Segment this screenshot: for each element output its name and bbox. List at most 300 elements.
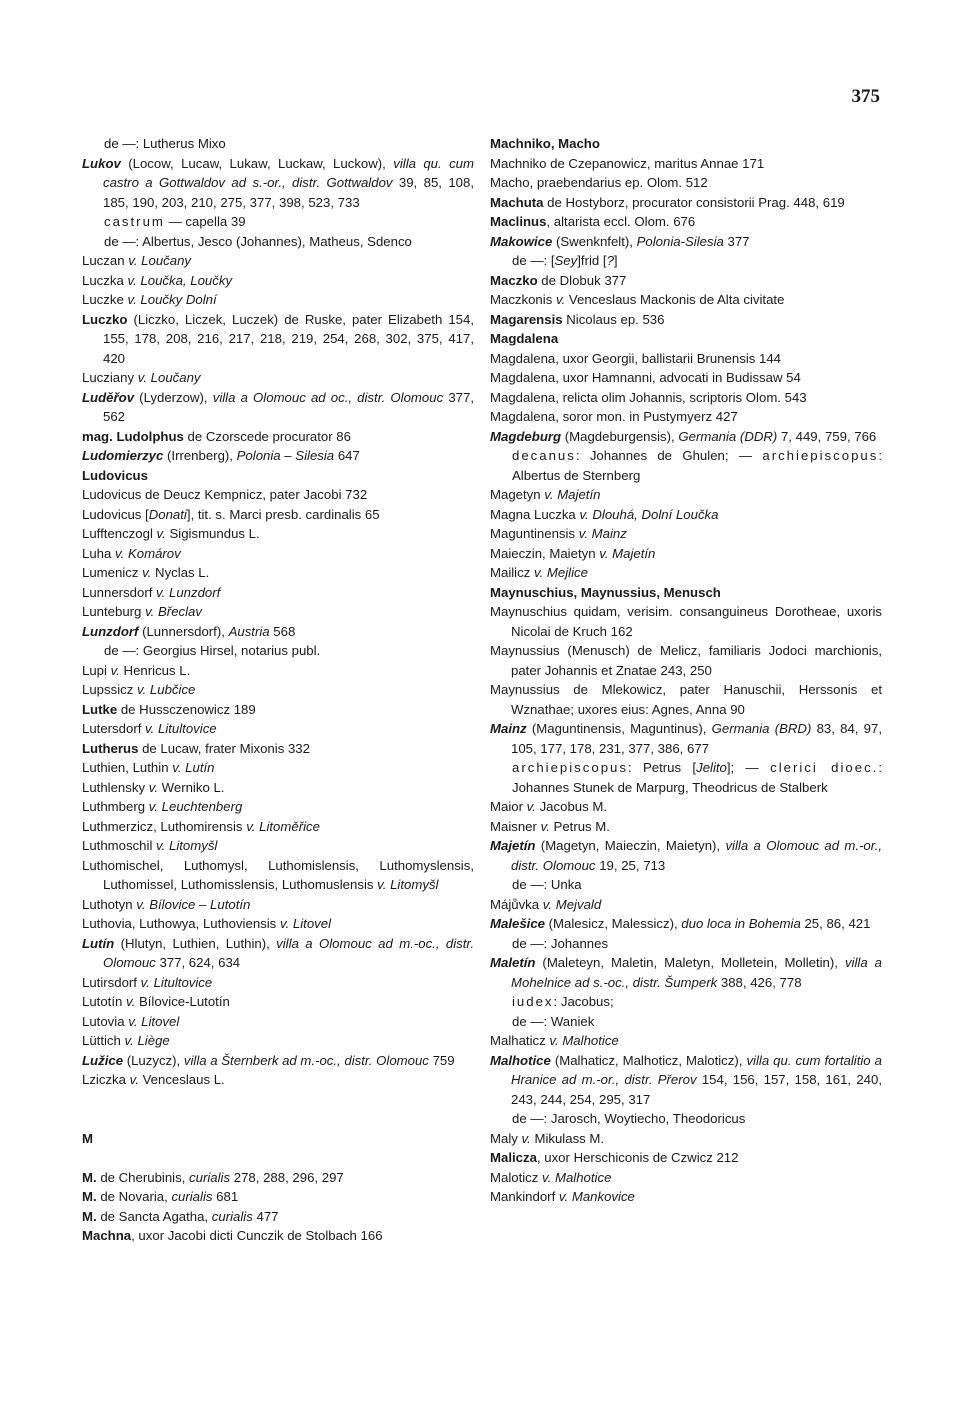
entry-text: Sey [554,253,578,268]
entry-text: Luthmoschil [82,838,157,853]
index-entry [490,1129,882,1149]
entry-text: Luthmerzicz, Luthomirensis [82,818,247,834]
entry-text: v. Bílovice – Lutotín [136,896,251,912]
entry-text: Magdalena, uxor Hamnanni, advocati in Budissaw 54 [490,370,801,385]
entry-text: Luczko [82,311,128,327]
entry-text: Maletín [490,955,536,970]
entry-text: M. [82,1208,97,1224]
entry-text: Bílovice-Lutotín [135,994,230,1009]
index-entry [82,700,474,720]
entry-text: v. Malhotice [549,1033,619,1048]
entry-text: 39, 85, 108, 185, 190, 203, 210, 275, 377, 398, 523, 733 [103,175,475,210]
index-subentry [490,251,882,271]
index-entry [490,914,882,934]
entry-text: v. [126,994,136,1009]
entry-text: v. [142,565,152,580]
entry-text: Lutotín [82,994,126,1009]
index-entry [82,290,474,310]
entry-text: , altarista eccl. Olom. 676 [546,214,696,229]
entry-text: Henricus L. [119,662,191,678]
entry-text: duo loca in Bohemia [681,916,801,931]
entry-text: 377, 624, 634 [155,955,241,970]
entry-text: de —: Unka [512,877,582,892]
entry-text: Nyclas L. [151,565,210,580]
entry-text: Machna [82,1228,132,1243]
entry-text: v. Mejvald [542,896,602,912]
index-subentry [82,232,474,252]
entry-text: v. Litultovice [145,721,217,736]
entry-text: curialis [189,1169,231,1185]
index-entry [82,1012,474,1032]
index-entry [82,758,474,778]
entry-text: v. Lunzdorf [156,584,221,600]
index-entry [490,193,882,213]
entry-text: Mankindorf [490,1189,559,1204]
entry-text: de Novaria, [96,1189,172,1204]
index-entry [82,427,474,447]
entry-text: v. [521,1130,531,1146]
index-entry [490,271,882,291]
entry-text: Lunzdorf [82,623,139,639]
index-entry [82,251,474,271]
entry-text: v. [110,662,120,678]
index-entry [82,895,474,915]
entry-text: villa a Olomouc ad m.-oc., distr. Olomouc [103,935,474,970]
entry-text: 278, 288, 296, 297 [230,1169,344,1185]
right-column [490,134,882,1207]
index-entry [82,719,474,739]
index-entry [82,310,474,369]
entry-text: Lupi [82,662,111,678]
entry-text: (Maleteyn, Maletin, Maletyn, Molletein, Molletin), [535,955,845,970]
entry-text: : Petrus [ [627,760,697,775]
entry-text: Luha [82,545,116,561]
left-entries [82,134,474,1090]
entry-text: 681 [212,1189,239,1204]
page-number: 375 [851,86,880,107]
entry-text: : Jacobus; [553,994,614,1009]
index-subentry [490,758,882,797]
entry-text: 759 [428,1052,455,1068]
entry-text: v. Litomyšl [377,877,439,892]
entry-text: Machuta [490,194,544,210]
index-subentry [82,641,474,661]
entry-text: v. Břeclav [145,604,202,619]
entry-text: v. [156,526,166,541]
entry-text: Maczko [490,272,538,288]
entry-text: archiepiscopus [512,760,628,775]
entry-text: v. [129,1072,139,1087]
entry-text: (Irrenberg), [163,448,237,463]
entry-text: 377, 562 [103,389,474,424]
entry-text: v. [540,818,550,834]
entry-text: (Locow, Lucaw, Lukaw, Luckaw, Luckow), [120,155,394,171]
right-entries [490,134,882,1207]
entry-text: Mikulass M. [530,1130,605,1146]
index-entry [490,719,882,758]
entry-text: mag. Ludolphus [82,428,184,444]
index-entry [82,466,474,486]
entry-text: Majetín [490,838,536,853]
index-entry [82,485,474,505]
index-entry [490,524,882,544]
entry-text: , uxor Herschiconis de Czwicz 212 [536,1150,739,1165]
entry-text: Petrus M. [549,818,610,834]
entry-text: Maieczin, Maietyn [490,545,600,561]
index-entry [490,368,882,388]
entry-text: v. Loučany [128,253,192,268]
entry-text: Magdalena [490,331,559,346]
entry-text: (Luzycz), [123,1052,184,1068]
index-subentry [490,934,882,954]
entry-text: v. Mejlice [533,565,588,580]
entry-text: Nicolaus ep. 536 [562,311,665,327]
entry-text: villa a Mohelnice ad s.-oc., distr. Šumperk [511,955,882,990]
index-entry [82,836,474,856]
index-entry [82,602,474,622]
index-entry [82,1207,474,1227]
entry-text: 154, 156, 157, 158, 161, 240, 243, 244, 254, 295, 317 [511,1072,882,1107]
entry-text: villa qu. cum fortalitio a Hranice ad m.-or., distr. Přerov [511,1052,882,1087]
entry-text: Luthmberg [82,799,149,814]
section-heading: M [82,1130,93,1146]
index-entry [490,232,882,252]
entry-text: de Lucaw, frater Mixonis 332 [138,740,310,756]
entry-text: Werniko L. [158,779,225,795]
entry-text: ], tit. s. Marci presb. cardinalis 65 [186,506,380,522]
entry-text: Lutherus [82,740,139,756]
entry-text: Májůvka [490,896,543,912]
entry-text: : Albertus de Sternberg [512,448,882,483]
index-entry [490,583,882,603]
entry-text: M. [82,1169,97,1185]
entry-text: archiepiscopus [762,448,879,463]
entry-text: (Malesicz, Malessicz), [545,916,682,931]
entry-text: Magarensis [490,311,563,327]
entry-text: Luthotyn [82,896,137,912]
entry-text: Malhotice [490,1052,551,1068]
entry-text: v. Lubčice [136,682,196,697]
entry-text: Maynussius de Mlekowicz, pater Hanuschii, Herssonis et Wznathae; uxores eius: Agnes, Anna 90 [490,682,882,717]
entry-text: villa qu. cum castro a Gottwaldov ad s.-or., distr. Gottwaldov [103,155,474,190]
index-entry [490,154,882,174]
entry-text: : Johannes Stunek de Marpurg, Theodricus de Stalberk [512,760,882,795]
index-entry [82,388,474,427]
entry-text: v. Litultovice [140,974,213,990]
entry-text: , uxor Jacobi dicti Cunczik de Stolbach 166 [131,1228,383,1243]
entry-text: de —: Albertus, Jesco (Johannes), Matheus, Sdenco [104,233,412,249]
index-subentry [490,992,882,1012]
entry-text: Lziczka [82,1072,130,1087]
entry-text: Maclinus [490,214,547,229]
entry-text: Lunnersdorf [82,584,157,600]
entry-text: v. Dlouhá, Dolní Loučka [579,506,719,522]
entry-text: Luthomischel, Luthomysl, Luthomislensis, Luthomyslensis, Luthomissel, Luthomisslensis, Luthomuslensis [82,857,474,892]
entry-text: Lucziany [82,370,138,385]
entry-text: v. Loučky Dolní [127,292,217,307]
index-entry [82,368,474,388]
section-gap [82,1148,474,1168]
entry-text: clerici dioec. [770,760,879,775]
index-entry [490,836,882,875]
index-entry [82,1168,474,1188]
index-entry [490,1148,882,1168]
entry-text: 19, 25, 713 [595,857,666,873]
entry-text: v. Litomyšl [156,838,218,853]
entry-text: v. Malhotice [542,1169,612,1185]
entry-text: Polonia-Silesia [636,233,724,249]
index-entry [490,290,882,310]
index-subentry [82,134,474,154]
entry-text: (Maguntinensis, Maguntinus), [526,721,712,736]
index-entry [82,1051,474,1071]
index-entry [82,1187,474,1207]
entry-text: Magetyn [490,487,545,502]
entry-text: Luczka [82,272,128,288]
entry-text: — capella 39 [164,214,246,229]
entry-text: v. Loučka, Loučky [127,272,233,288]
entry-text: de Dlobuk 377 [537,272,627,288]
entry-text: de Hussczenowicz 189 [117,701,256,717]
index-entry [490,641,882,680]
entry-text: (Lunnersdorf), [138,623,229,639]
index-entry [82,1031,474,1051]
entry-text: Mainz [490,721,527,736]
entry-text: de —: [ [512,253,555,268]
entry-text: v. Mankovice [558,1189,635,1204]
entry-text: v. [148,779,158,795]
entry-text: 477 [252,1208,279,1224]
entry-text: de —: Jarosch, Woytiecho, Theodoricus [512,1111,746,1126]
entry-text: Makowice [490,233,553,249]
entry-text: Austria [228,623,270,639]
index-entry [490,953,882,992]
entry-text: de —: Johannes [512,935,609,951]
entry-text: (Lyderzow), [134,389,213,405]
entry-text: : Johannes de Ghulen; — [575,448,763,463]
entry-text: de Hostyborz, procurator consistorii Prag. 448, 619 [543,194,845,210]
index-subentry [490,1109,882,1129]
index-subentry [490,446,882,485]
entry-text: Ludomierzyc [82,448,164,463]
entry-text: Jacobus M. [535,799,608,814]
entry-text: 377 [723,233,750,249]
entry-text: Luthlensky [82,779,149,795]
entry-text: v. Litovel [279,916,332,931]
entry-text: Lunteburg [82,604,146,619]
entry-text: 568 [269,623,296,639]
entry-text: Malhaticz [490,1033,550,1048]
entry-text: v. Komárov [115,545,181,561]
entry-text: Mailicz [490,565,534,580]
entry-text: Sigismundus L. [165,526,260,541]
index-entry [82,778,474,798]
entry-text: Maynuschius quidam, verisim. consanguineus Dorotheae, uxoris Nicolai de Kruch 162 [490,604,882,639]
index-entry [82,271,474,291]
index-entry [82,524,474,544]
entry-text: v. Litoměřice [246,818,320,834]
entry-text: Macho, praebendarius ep. Olom. 512 [490,175,708,190]
entry-text: ? [606,253,614,268]
entry-text: Maisner [490,818,541,834]
entry-text: de —: Lutherus Mixo [104,136,226,151]
entry-text: (Swenknfelt), [552,233,637,249]
entry-text: castrum [104,214,165,229]
index-entry [490,310,882,330]
entry-text: (Liczko, Liczek, Luczek) de Ruske, pater Elizabeth 154, 155, 178, 208, 216, 217, 218, 219, 254, 268, 302, 375, 417, 420 [103,311,474,366]
entry-text: Malešice [490,916,545,931]
entry-text: Jelito [696,760,727,775]
entry-text: Maczkonis [490,292,556,307]
entry-text: Germania (BRD) [711,721,812,736]
index-entry [82,1226,474,1246]
index-entry [490,134,882,154]
entry-text: Luthien, Luthin [82,760,173,775]
entry-text: v. Loučany [137,370,201,385]
entry-text: Magdalena, uxor Georgii, ballistarii Brunensis 144 [490,350,782,366]
index-entry [82,992,474,1012]
entry-text: Luděřov [82,389,135,405]
index-entry [82,622,474,642]
entry-text: (Malhaticz, Malhoticz, Maloticz), [550,1052,747,1068]
entry-text: 7, 449, 759, 766 [777,428,877,444]
index-entry [490,505,882,525]
entry-text: iudex [512,994,554,1009]
entry-text: Maynussius (Menusch) de Melicz, familiaris Jodoci marchionis, pater Johannis et Znatae 243, 250 [490,643,882,678]
index-subentry [490,1012,882,1032]
entry-text: Ludovicus de Deucz Kempnicz, pater Jacobi 732 [82,487,368,502]
entry-text: 25, 86, 421 [800,916,871,931]
entry-text: ] [613,253,618,268]
index-subentry [82,212,474,232]
index-entry [490,173,882,193]
entry-text: villa a Šternberk ad m.-oc., distr. Olomouc [183,1052,429,1068]
index-entry [82,973,474,993]
entry-text: decanus [512,448,576,463]
entry-text: Venceslaus Mackonis de Alta civitate [565,292,785,307]
entry-text: Magdeburg [490,428,562,444]
index-entry [490,1051,882,1110]
entry-text: Magdalena, soror mon. in Pustymyerz 427 [490,409,738,424]
entry-text: ]; — [726,760,771,775]
index-entry [490,427,882,447]
index-entry [82,934,474,973]
index-entry [490,895,882,915]
entry-text: v. [526,799,536,814]
entry-text: Maynuschius, Maynussius, Menusch [490,584,721,600]
index-entry [490,544,882,564]
entry-text: v. Liège [124,1033,170,1048]
entry-text: Lužice [82,1052,124,1068]
index-entry [82,154,474,213]
entry-text: (Magdeburgensis), [561,428,679,444]
index-entry [82,583,474,603]
entry-text: Lutke [82,701,118,717]
entry-text: Lutovia [82,1013,129,1029]
entry-text: Polonia – Silesia [236,448,335,463]
index-entry [82,739,474,759]
entry-text: villa a Olomouc ad m.-or., distr. Olomouc [511,838,882,873]
entry-text: Lufftenczogl [82,526,157,541]
index-entry [490,212,882,232]
entry-text: Lutín [82,935,115,951]
index-entry [490,485,882,505]
entry-text: (Hlutyn, Luthien, Luthin), [114,935,277,951]
index-entry [82,797,474,817]
entry-text: Venceslaus L. [138,1072,225,1087]
entry-text: Ludovicus [82,467,148,483]
entry-text: v. Leuchtenberg [148,799,243,814]
entry-text: Lüttich [82,1033,125,1048]
entry-text: curialis [171,1189,213,1204]
entry-text: v. Litovel [128,1013,180,1029]
index-entry [82,817,474,837]
entry-text: M. [82,1189,97,1204]
index-entry [490,407,882,427]
entry-text: de —: Waniek [512,1013,595,1029]
entry-text: v. Mainz [578,526,627,541]
index-entry [490,329,882,349]
index-entry [490,388,882,408]
entry-text: v. Lutín [172,760,215,775]
entry-text: Lutirsdorf [82,974,141,990]
entry-text: Maior [490,799,527,814]
index-entry [490,602,882,641]
entry-text: Ludovicus [ [82,506,149,522]
index-entry [82,914,474,934]
index-entry [82,661,474,681]
entry-text: ]frid [ [577,253,607,268]
entry-text: Maloticz [490,1169,543,1185]
entry-text: Donati [148,506,187,522]
entry-text: 647 [334,448,360,463]
entry-text: Lukov [82,155,121,171]
index-entry [82,563,474,583]
entry-text: Magna Luczka [490,506,580,522]
entry-text: v. Majetín [544,487,601,502]
index-entry [490,563,882,583]
index-entry [82,544,474,564]
entry-text: de Cherubinis, [96,1169,190,1185]
entry-text: Luczke [82,292,128,307]
entry-text: de —: Georgius Hirsel, notarius publ. [104,643,321,658]
index-entry [82,856,474,895]
index-entry [490,1187,882,1207]
index-entry [82,680,474,700]
index-entry [490,1031,882,1051]
index-entry [82,446,474,466]
entry-text: Germania (DDR) [678,428,778,444]
index-entry [82,1070,474,1090]
entry-text: Magdalena, relicta olim Johannis, scriptoris Olom. 543 [490,389,807,405]
entry-text: de Czorscede procurator 86 [183,428,351,444]
entry-text: curialis [211,1208,253,1224]
index-subentry [490,875,882,895]
entry-text: Machniko de Czepanowicz, maritus Annae 171 [490,155,765,171]
entry-text: Lumenicz [82,565,143,580]
entry-text: v. Majetín [599,545,656,561]
entry-text: 83, 84, 97, 105, 177, 178, 231, 377, 386, 677 [511,721,882,756]
entry-text: Machniko, Macho [490,136,600,151]
entry-text: 388, 426, 778 [717,974,802,990]
index-entry [490,680,882,719]
entry-text: de Sancta Agatha, [96,1208,212,1224]
section-gap [82,1090,474,1129]
entry-text: Lupssicz [82,682,137,697]
index-entry [490,797,882,817]
entry-text: Malicza [490,1150,537,1165]
entry-text: Luczan [82,253,129,268]
